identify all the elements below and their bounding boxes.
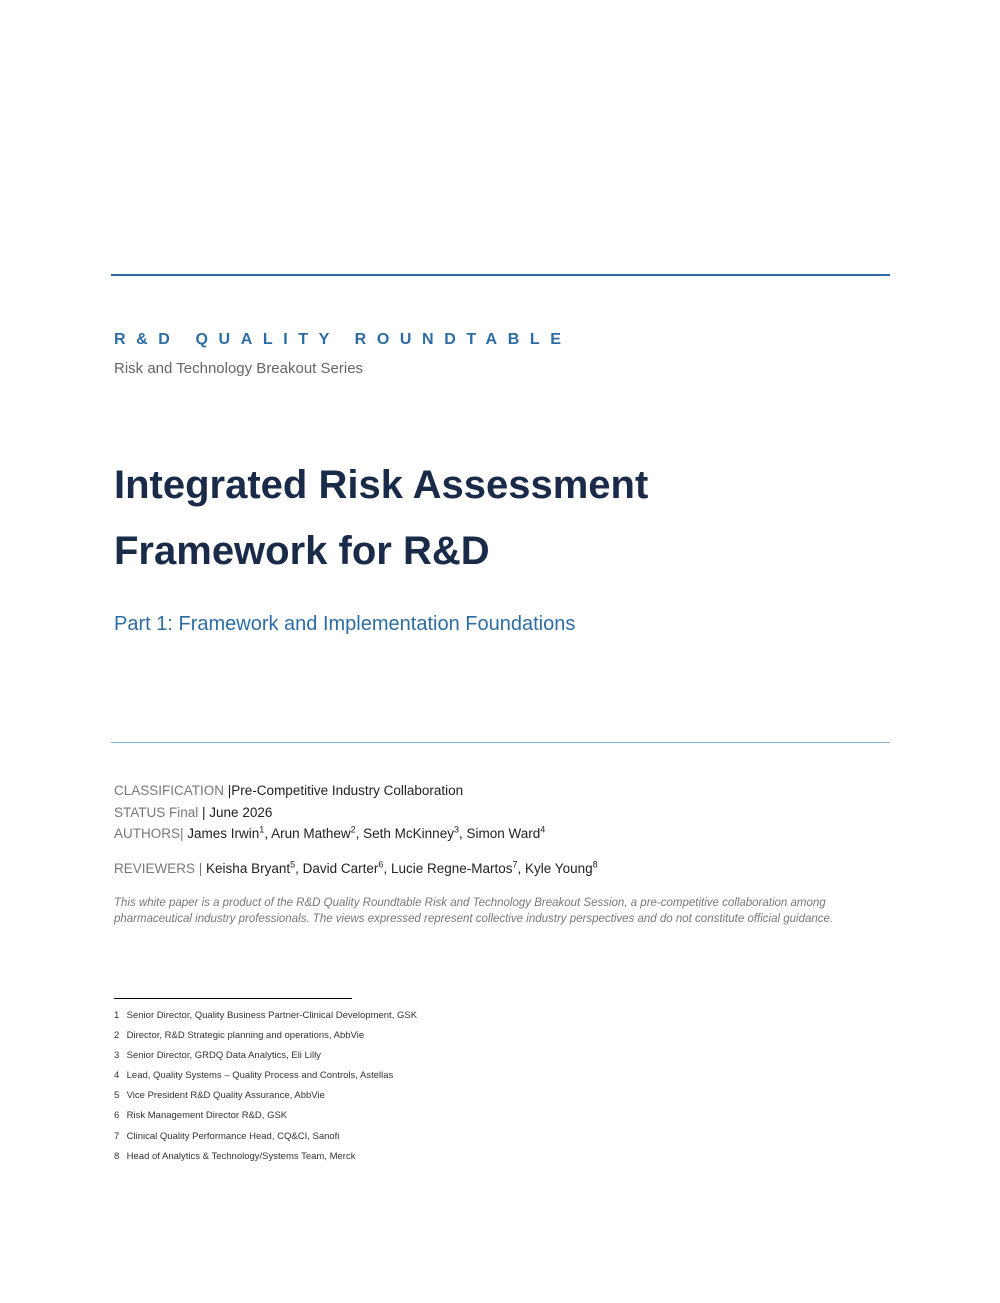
author-name: Simon Ward [466, 826, 541, 841]
title-line-1: Integrated Risk Assessment [114, 463, 649, 507]
footnote-text: Head of Analytics & Technology/Systems Team, Merck [126, 1150, 356, 1162]
status-value: | June 2026 [202, 805, 273, 820]
author-name: Arun Mathew [271, 826, 351, 841]
reviewer-ref: 7 [512, 859, 518, 870]
footnote-text: Director, R&D Strategic planning and operations, AbbVie [126, 1030, 365, 1042]
author-ref: 1 [259, 824, 265, 835]
footnote-list [114, 1009, 417, 1170]
footnote-divider [114, 998, 352, 999]
reviewer-ref: 5 [290, 859, 296, 870]
author-ref: 4 [540, 824, 546, 835]
footnote-text: Risk Management Director R&D, GSK [126, 1110, 288, 1122]
footnote-text: Vice President R&D Quality Assurance, AbbVie [126, 1090, 325, 1102]
title-line-2: Framework for R&D [114, 529, 490, 573]
footnote-number: 3 [114, 1050, 120, 1062]
author-ref: 3 [453, 824, 459, 835]
document-subtitle: Part 1: Framework and Implementation Foundations [114, 613, 576, 635]
header-divider [111, 274, 890, 276]
footnote-number: 6 [114, 1110, 120, 1122]
status-label: STATUS Final [114, 805, 199, 820]
footnote-text: Clinical Quality Performance Head, CQ&CI, Sanofi [126, 1130, 340, 1142]
meta-divider [111, 742, 890, 743]
footnote-item [114, 1089, 417, 1109]
document-title [114, 452, 814, 584]
footnote-number: 7 [114, 1130, 120, 1142]
series-name: Risk and Technology Breakout Series [114, 360, 364, 377]
authors-label: AUTHORS| [114, 826, 184, 841]
reviewer-name: Kyle Young [525, 861, 593, 876]
author-name: James Irwin [187, 826, 260, 841]
footnote-item [114, 1150, 417, 1170]
footnote-number: 5 [114, 1090, 120, 1102]
footnote-number: 8 [114, 1150, 120, 1162]
footnote-text: Senior Director, Quality Business Partner-Clinical Development, GSK [126, 1010, 418, 1021]
footnote-item [114, 1009, 417, 1029]
authors-line: AUTHORS| James Irwin$^1$, Arun Mathew$^2$, Seth McKinney$^3$, Simon Ward$^4$ [114, 824, 546, 841]
footnote-item [114, 1069, 417, 1089]
reviewer-name: David Carter [302, 861, 379, 876]
reviewer-ref: 8 [592, 859, 598, 870]
footnote-number: 4 [114, 1070, 120, 1082]
footnote-item [114, 1049, 417, 1069]
reviewers-label: REVIEWERS | [114, 861, 203, 876]
footnote-text: Senior Director, GRDQ Data Analytics, Eli Lilly [126, 1050, 321, 1062]
footnote-item [114, 1130, 417, 1150]
footnote-item [114, 1029, 417, 1049]
footnote-number: 1 [114, 1010, 120, 1021]
classification-line [114, 783, 463, 798]
reviewer-name: Lucie Regne-Martos [390, 861, 513, 876]
disclaimer-text: This white paper is a product of the R&D Quality Roundtable Risk and Technology Breakout Session, a pre-competitive collaboration among pharmaceutical industry professionals. The views expressed represent collective industry perspectives and do not constitute official guidance. [114, 897, 834, 925]
footnote-item [114, 1109, 417, 1129]
footnote-text: Lead, Quality Systems – Quality Process and Controls, Astellas [126, 1070, 394, 1082]
classification-label: CLASSIFICATION [114, 783, 225, 798]
footnote-number: 2 [114, 1030, 120, 1042]
classification-value: |Pre-Competitive Industry Collaboration [227, 783, 464, 798]
reviewers-line: REVIEWERS | Keisha Bryant$^5$, David Carter$^6$, Lucie Regne-Martos$^7$, Kyle Young$^8$ [114, 859, 598, 876]
organization-name: R&D QUALITY ROUNDTABLE [114, 331, 572, 348]
reviewer-ref: 6 [378, 859, 384, 870]
status-line [114, 805, 272, 820]
reviewer-name: Keisha Bryant [206, 861, 291, 876]
author-name: Seth McKinney [363, 826, 454, 841]
author-ref: 2 [350, 824, 356, 835]
